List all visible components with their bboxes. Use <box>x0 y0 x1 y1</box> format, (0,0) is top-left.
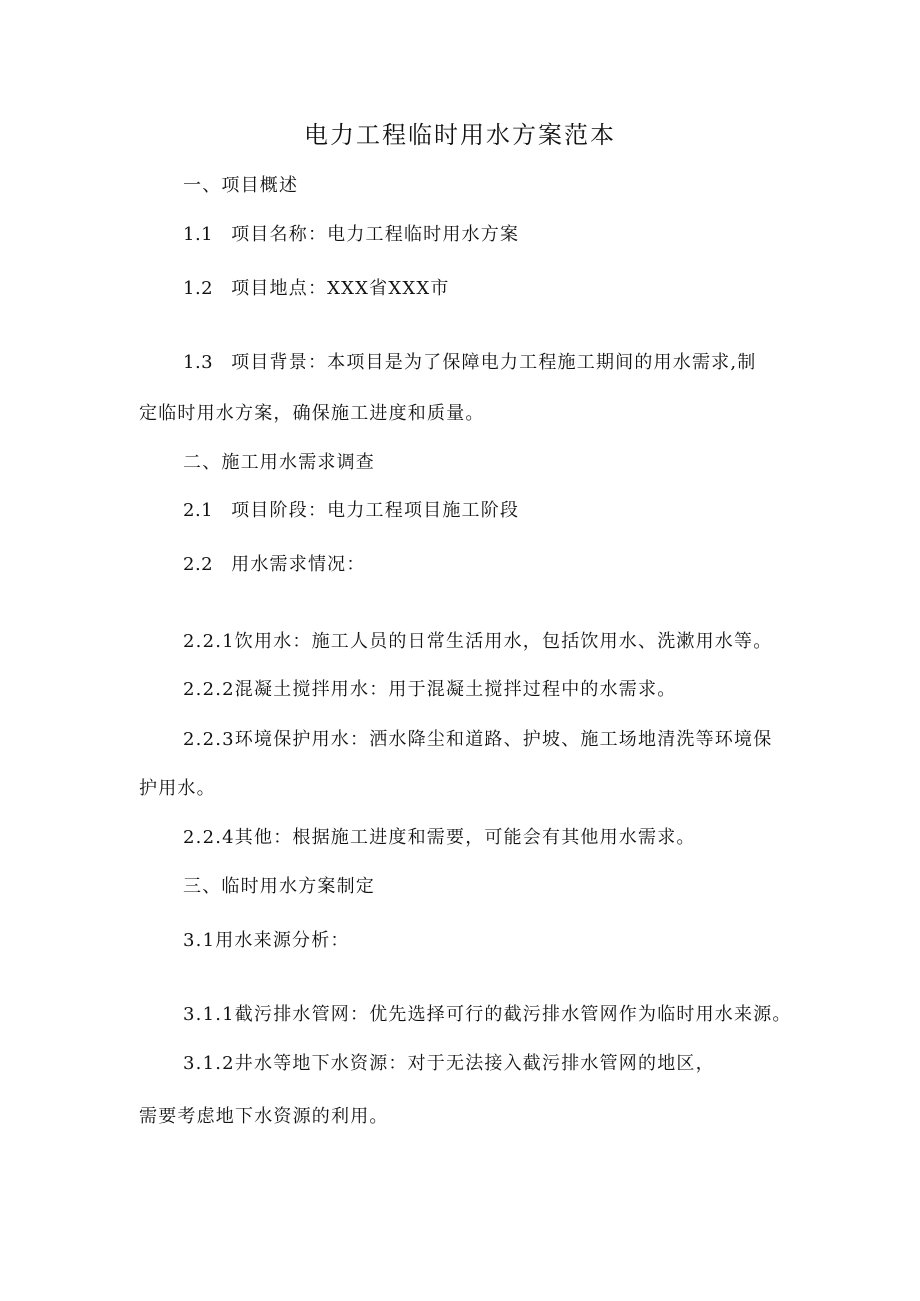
paragraph-1-1 <box>183 224 519 246</box>
item-number: 2.2 <box>183 554 214 575</box>
paragraph-1-3-line-1 <box>183 352 756 374</box>
section-2-heading: 二、施工用水需求调查 <box>183 452 375 473</box>
paragraph-3-1-2-line-2: 需要考虑地下水资源的利用。 <box>139 1106 389 1127</box>
paragraph-3-1-1: 3.1.1截污排水管网：优先选择可行的截污排水管网作为临时用水来源。 <box>183 1004 792 1025</box>
paragraph-2-2-2: 2.2.2混凝土搅拌用水：用于混凝土搅拌过程中的水需求。 <box>183 679 677 700</box>
item-text: 项目阶段：电力工程项目施工阶段 <box>231 500 520 521</box>
item-number: 1.3 <box>183 352 214 373</box>
document-title: 电力工程临时用水方案范本 <box>304 121 616 149</box>
paragraph-1-2 <box>183 278 450 300</box>
paragraph-2-2-3-line-2: 护用水。 <box>139 778 216 799</box>
paragraph-3-1-2-line-1: 3.1.2井水等地下水资源：对于无法接入截污排水管网的地区， <box>183 1053 715 1074</box>
item-number: 1.2 <box>183 278 214 299</box>
item-text: 用水需求情况： <box>231 554 366 575</box>
section-3-heading: 三、临时用水方案制定 <box>183 876 375 897</box>
item-text: 项目背景：本项目是为了保障电力工程施工期间的用水需求,制 <box>231 352 757 373</box>
item-text: 项目地点：XXX省XXX市 <box>231 278 450 299</box>
item-number: 2.1 <box>183 500 214 521</box>
paragraph-2-2-3-line-1: 2.2.3环境保护用水：洒水降尘和道路、护坡、施工场地清洗等环境保 <box>183 729 773 750</box>
section-1-heading: 一、项目概述 <box>183 175 299 196</box>
paragraph-2-2-1: 2.2.1饮用水：施工人员的日常生活用水，包括饮用水、洗漱用水等。 <box>183 631 773 652</box>
item-text: 项目名称：电力工程临时用水方案 <box>231 224 520 245</box>
paragraph-2-2-4: 2.2.4其他：根据施工进度和需要，可能会有其他用水需求。 <box>183 827 696 848</box>
paragraph-2-2 <box>183 554 366 576</box>
paragraph-3-1: 3.1用水来源分析： <box>183 930 350 951</box>
paragraph-1-3-line-2: 定临时用水方案，确保施工进度和质量。 <box>139 403 485 424</box>
paragraph-2-1 <box>183 500 519 522</box>
item-number: 1.1 <box>183 224 214 245</box>
